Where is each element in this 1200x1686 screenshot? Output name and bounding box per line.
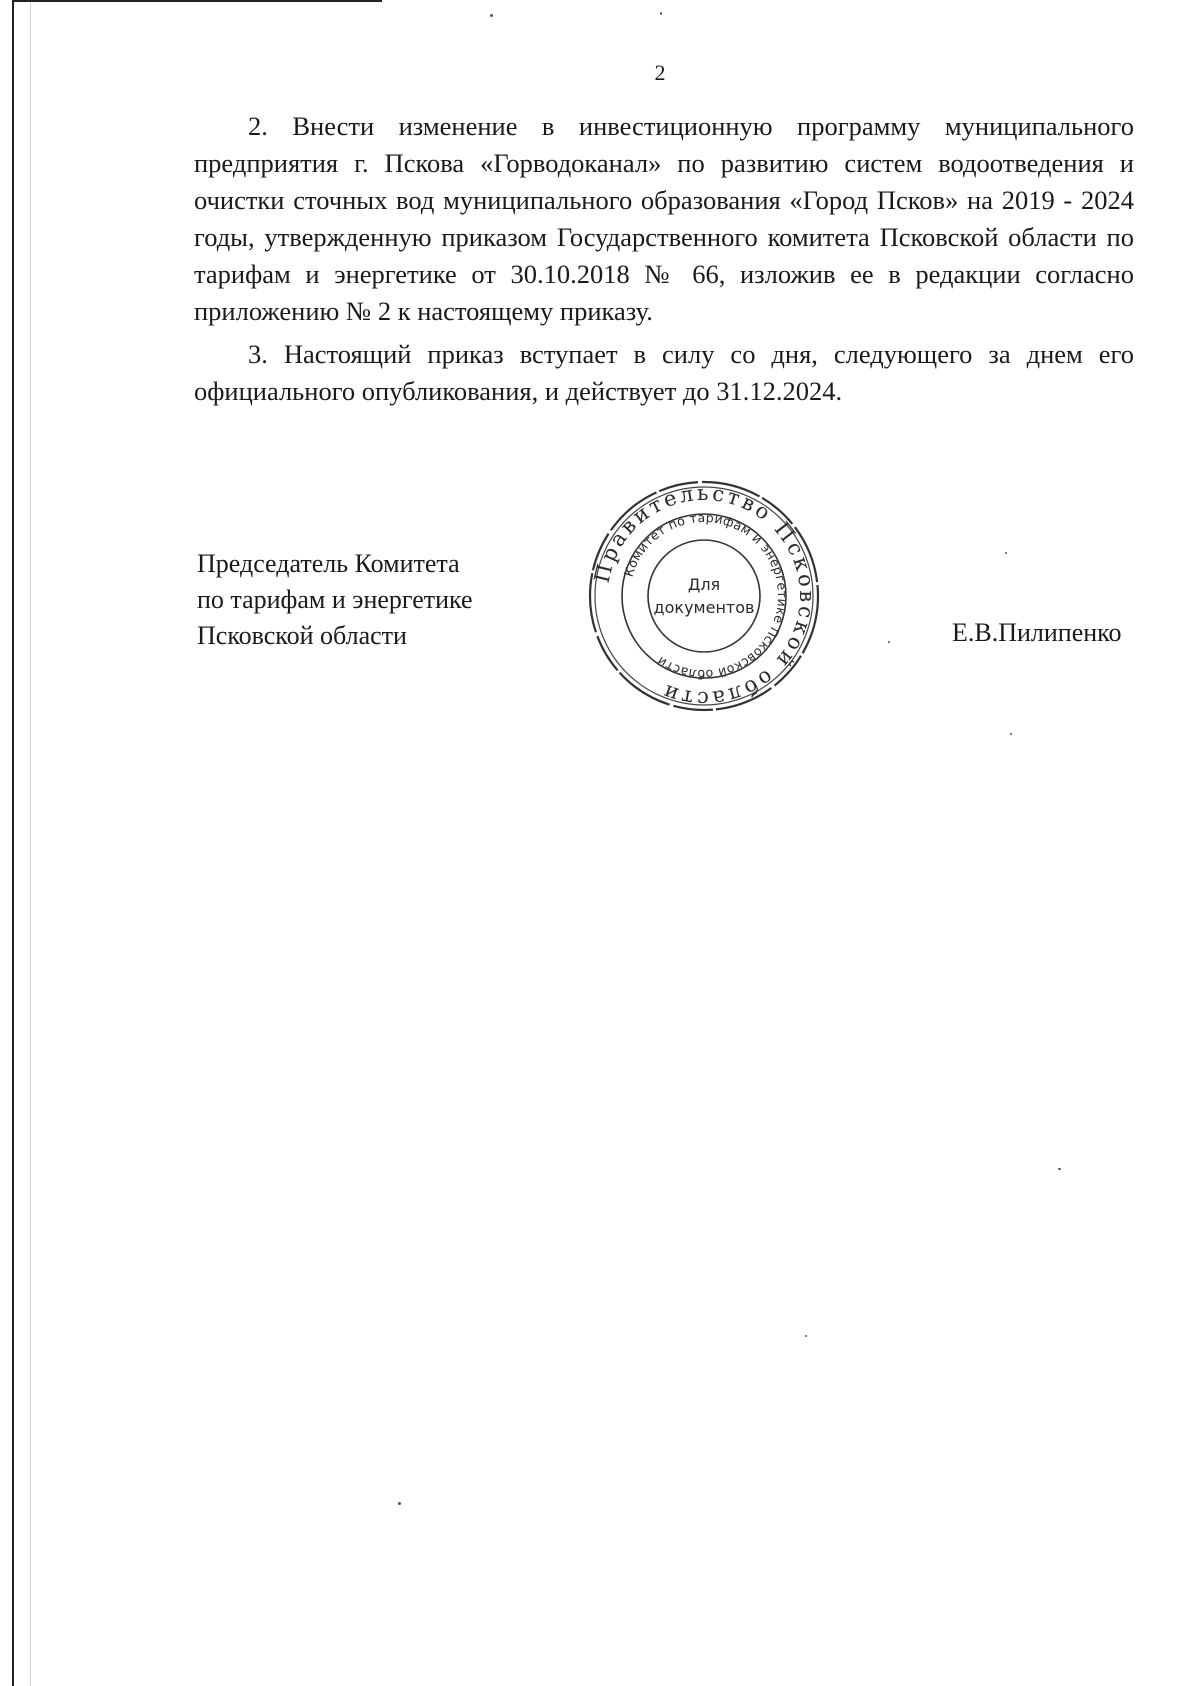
scan-border-left-faint (30, 0, 31, 1686)
seal-outer-text: Правительство Псковской области (589, 480, 820, 712)
scan-border-top (12, 0, 382, 2)
signer-title-line-1: Председатель Комитета (197, 549, 460, 578)
scan-border-left (12, 0, 14, 1686)
paragraph-3: 3. Настоящий приказ вступает в силу со дня, следующего за днем его официального опубликования, и действует до 31.12.2024. (194, 339, 1134, 406)
seal-center-line-2: документов (653, 598, 755, 617)
scan-speck (1005, 552, 1007, 554)
svg-text:Комитет по тарифам и энергетик (621, 510, 790, 682)
signature-block (197, 546, 473, 654)
signer-title-line-3: Псковской области (197, 621, 407, 650)
seal-inner-text: Комитет по тарифам и энергетике Псковской области (620, 509, 791, 683)
signer-name: Е.В.Пилипенко (952, 618, 1122, 647)
scan-speck (398, 1502, 401, 1505)
page-number: 2 (654, 60, 666, 85)
scan-speck (805, 1335, 807, 1337)
scan-speck (1010, 733, 1012, 735)
scan-speck (490, 14, 493, 17)
scan-speck (1058, 1168, 1061, 1170)
official-seal (586, 478, 822, 714)
scan-speck (888, 641, 890, 643)
seal-center-line-1: Для (687, 575, 721, 594)
seal-icon (586, 478, 822, 714)
document-body (194, 108, 1134, 416)
paragraph-2: 2. Внести изменение в инвестиционную программу муниципального предприятия г. Пскова «Горводоканал» по развитию систем водоотведения и очистки сточных вод муниципального образования «Город Псков» на 2019 - 2024 годы, утвержденную приказом Государственного комитета Псковской области по тарифам и энергетике от 30.10.2018 № 66, изложив ее в редакции согласно приложению № 2 к настоящему приказу. (194, 111, 1134, 326)
signer-title-line-2: по тарифам и энергетике (197, 585, 473, 614)
scan-speck (660, 12, 662, 15)
